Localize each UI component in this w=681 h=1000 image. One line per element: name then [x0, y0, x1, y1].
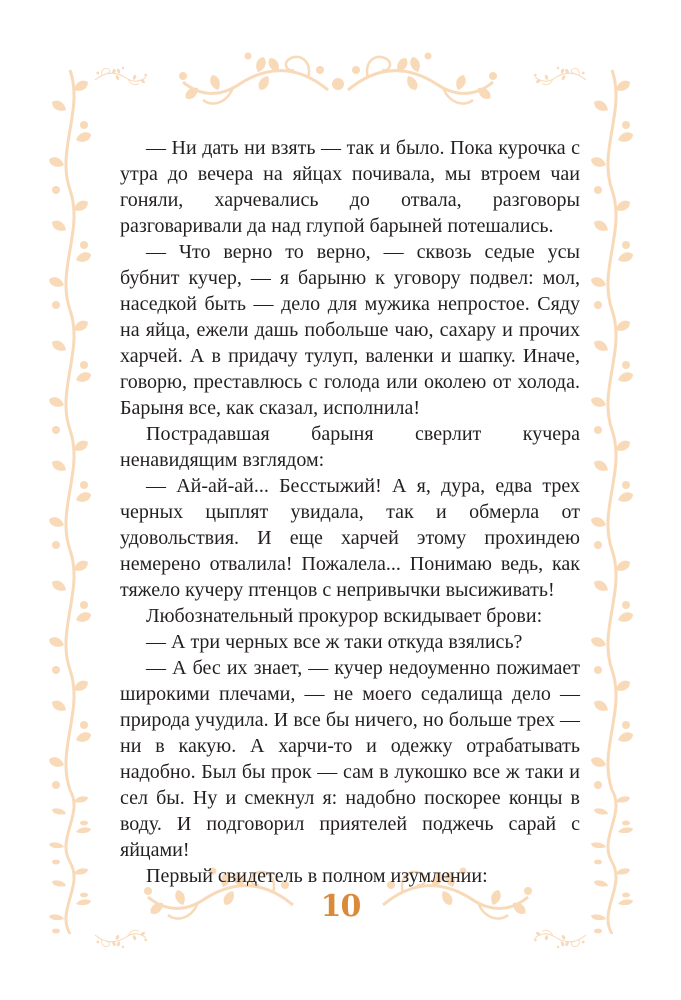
paragraph: — А бес их знает, — кучер недоуменно пожимает широкими плечами, — не моего седалища дело — природа учудила. И все бы ничего, но больше трех — ни в какую. А харчи-то и одежку отрабатывать надобно. Был бы прок — сам в лукошко все ж таки и сел бы. Ну и смекнул я: надобно поскорее концы в воду. И подговорил приятелей поджечь сарай с яйцами! — [120, 657, 580, 861]
paragraph: Первый свидетель в полном изумлении: — [146, 865, 488, 887]
paragraph: Пострадавшая барыня сверлит кучера ненавидящим взглядом: — [120, 423, 580, 471]
paragraph: — Что верно то верно, — сквозь седые усы бубнит кучер, — я барыню к уговору подвел: мол, наседкой быть — дело для мужика непростое. Сяду на яйца, ежели дашь побольше чаю, сахару и прочих харчей. А в придачу тулуп, валенки и шапку. Иначе, говорю, преставлюсь с голода или околею от холода. Барыня все, как сказал, исполнила! — [120, 241, 580, 419]
paragraph: — А три черных все ж таки откуда взялись? — [146, 631, 523, 653]
paragraph: Любознательный прокурор вскидывает брови: — [146, 605, 543, 627]
paragraph: — Ай-ай-ай... Бесстыжий! А я, дура, едва трех черных цыплят увидала, так и обмерла от удовольствия. И еще харчей этому прохиндею немерено отвалила! Пожалела... Понимаю ведь, как тяжело кучеру птенцов с непривычки высиживать! — [120, 475, 580, 601]
body-text — [120, 135, 580, 889]
paragraph: — Ни дать ни взять — так и было. Пока курочка с утра до вечера на яйцах почивала, мы втроем чаи гоняли, харчевались до отвала, разговоры разговаривали да над глупой барыней потешались. — [120, 137, 580, 237]
page-number: 10 — [320, 889, 361, 924]
